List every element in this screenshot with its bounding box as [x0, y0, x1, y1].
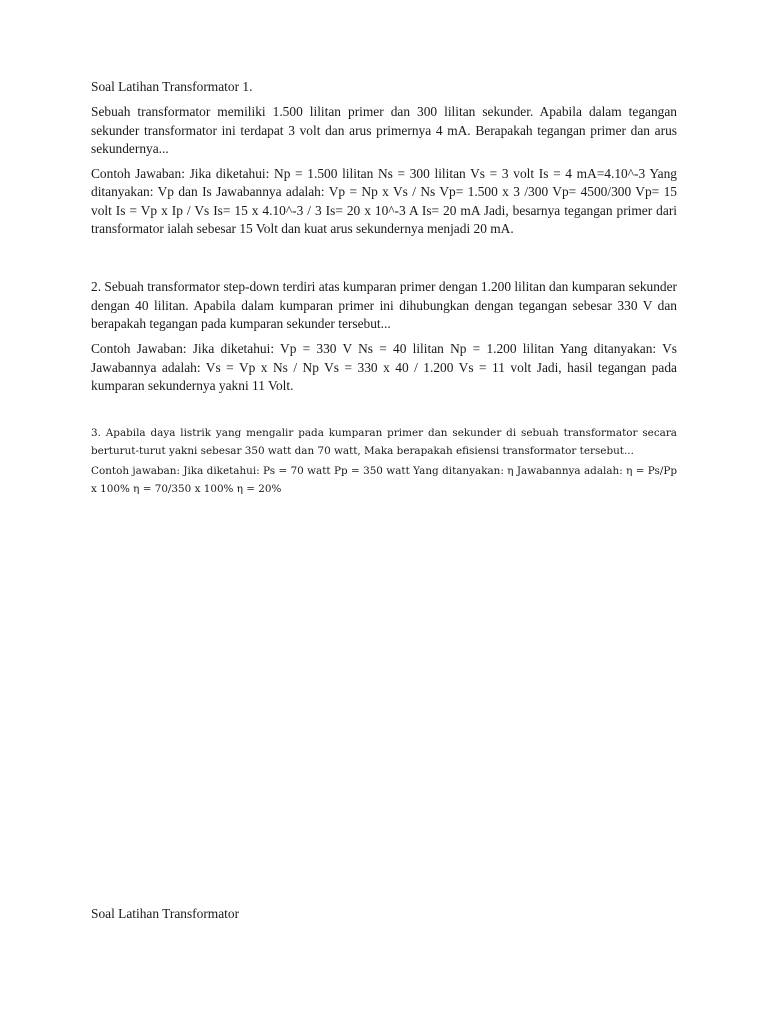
document-body	[91, 78, 677, 498]
page-footer-title: Soal Latihan Transformator	[91, 906, 240, 921]
document-title: Soal Latihan Transformator 1.	[91, 79, 253, 94]
answer-2: Contoh Jawaban: Jika diketahui: Vp = 330 V Ns = 40 lilitan Np = 1.200 lilitan Yang ditanyakan: Vs Jawabannya adalah: Vs = Vp x Ns / Np Vs = 330 x 40 / 1.200 Vs = 11 volt Jadi, hasil tegangan pada kumparan sekundernya yakni 11 Volt.	[91, 341, 677, 393]
answer-1: Contoh Jawaban: Jika diketahui: Np = 1.500 lilitan Ns = 300 lilitan Vs = 3 volt Is = 4 mA=4.10^-3 Yang ditanyakan: Vp dan Is Jawabannya adalah: Vp = Np x Vs / Ns Vp= 1.500 x 3 /300 Vp= 4500/300 Vp= 15 volt Is = Vp x Ip / Vs Is= 15 x 4.10^-3 / 3 Is= 20 x 10^-3 A Is= 20 mA Jadi, besarnya tegangan primer dari transformator ialah sebesar 15 Volt dan kuat arus sekundernya menjadi 20 mA.	[91, 166, 677, 237]
question-1: Sebuah transformator memiliki 1.500 lilitan primer dan 300 lilitan sekunder. Apabila dalam tegangan sekunder transformator ini terdapat 3 volt dan arus primernya 4 mA. Berapakah tegangan primer dan arus sekundernya...	[91, 104, 677, 156]
question-3: 3. Apabila daya listrik yang mengalir pada kumparan primer dan sekunder di sebuah transformator secara berturut-turut yakni sebesar 350 watt dan 70 watt, Maka berapakah efisiensi transformator tersebut...	[91, 427, 677, 457]
question-2: 2. Sebuah transformator step-down terdiri atas kumparan primer dengan 1.200 lilitan dan kumparan sekunder dengan 40 lilitan. Apabila dalam kumparan primer ini dihubungkan dengan tegangan sebesar 330 V dan berapakah tegangan pada kumparan sekunder tersebut...	[91, 279, 677, 331]
answer-3: Contoh jawaban: Jika diketahui: Ps = 70 watt Pp = 350 watt Yang ditanyakan: η Jawabannya adalah: η = Ps/Pp x 100% η = 70/350 x 100% η = 20%	[91, 465, 677, 495]
